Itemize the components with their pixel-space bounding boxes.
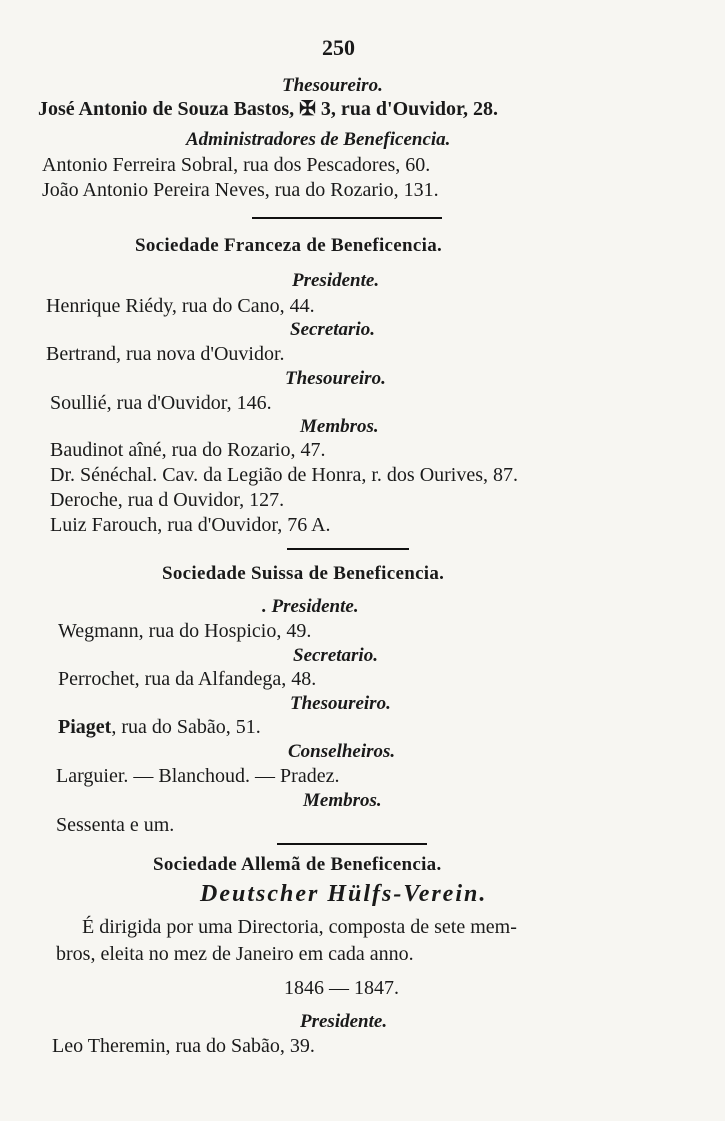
page-number: 250 — [322, 35, 355, 60]
thesoureiro-name: Piaget — [58, 716, 112, 738]
subtitle-fraktur: Deutscher Hülfs-Verein. — [200, 881, 488, 907]
presidente-entry: Henrique Riédy, rua do Cano, 44. — [46, 295, 315, 317]
administrador-entry: João Antonio Pereira Neves, rua do Rozario, 131. — [42, 179, 439, 201]
label-thesoureiro: Thesoureiro. — [285, 368, 386, 389]
label-presidente: Presidente. — [292, 270, 380, 291]
label-secretario: Secretario. — [290, 319, 375, 340]
membro-entry: Luiz Farouch, rua d'Ouvidor, 76 A. — [50, 514, 331, 536]
section-title-suissa: Sociedade Suissa de Beneficencia. — [162, 563, 445, 584]
membro-entry: Deroche, rua d Ouvidor, 127. — [50, 489, 285, 511]
membro-entry: Baudinot aîné, rua do Rozario, 47. — [50, 439, 326, 461]
thesoureiro-address: , rua do Sabão, 51. — [111, 716, 261, 738]
label-conselheiros: Conselheiros. — [288, 741, 396, 762]
secretario-entry: Bertrand, rua nova d'Ouvidor. — [46, 343, 285, 365]
section-title-francesa: Sociedade Franceza de Beneficencia. — [135, 235, 443, 256]
paragraph-line: bros, eleita no mez de Janeiro em cada anno. — [56, 943, 414, 965]
years: 1846 — 1847. — [284, 977, 399, 999]
label-thesoureiro: Thesoureiro. — [290, 693, 391, 714]
thesoureiro-entry: José Antonio de Souza Bastos, ✠ 3, rua d'Ouvidor, 28. — [38, 98, 498, 120]
section-divider — [287, 548, 409, 550]
label-membros: Membros. — [300, 416, 379, 437]
membro-entry: Dr. Sénéchal. Cav. da Legião de Honra, r. dos Ourives, 87. — [50, 464, 519, 486]
label-membros: Membros. — [303, 790, 382, 811]
presidente-entry: Wegmann, rua do Hospicio, 49. — [58, 620, 312, 642]
paragraph-line: É dirigida por uma Directoria, composta de sete mem- — [82, 916, 517, 938]
label-presidente: . Presidente. — [262, 596, 359, 617]
section-title-allema: Sociedade Allemã de Beneficencia. — [153, 854, 442, 875]
thesoureiro-entry: Soullié, rua d'Ouvidor, 146. — [50, 392, 272, 414]
thesoureiro-entry — [58, 717, 261, 737]
conselheiros-entry: Larguier. — Blanchoud. — Pradez. — [56, 765, 340, 787]
presidente-entry: Leo Theremin, rua do Sabão, 39. — [52, 1035, 315, 1057]
membros-entry: Sessenta e um. — [56, 814, 175, 836]
secretario-entry: Perrochet, rua da Alfandega, 48. — [58, 668, 317, 690]
section-divider — [277, 843, 427, 845]
label-secretario: Secretario. — [293, 645, 378, 666]
label-administradores: Administradores de Beneficencia. — [186, 129, 451, 150]
section-divider — [252, 217, 442, 219]
label-thesoureiro: Thesoureiro. — [282, 75, 383, 96]
administrador-entry: Antonio Ferreira Sobral, rua dos Pescadores, 60. — [42, 154, 431, 176]
label-presidente: Presidente. — [300, 1011, 388, 1032]
